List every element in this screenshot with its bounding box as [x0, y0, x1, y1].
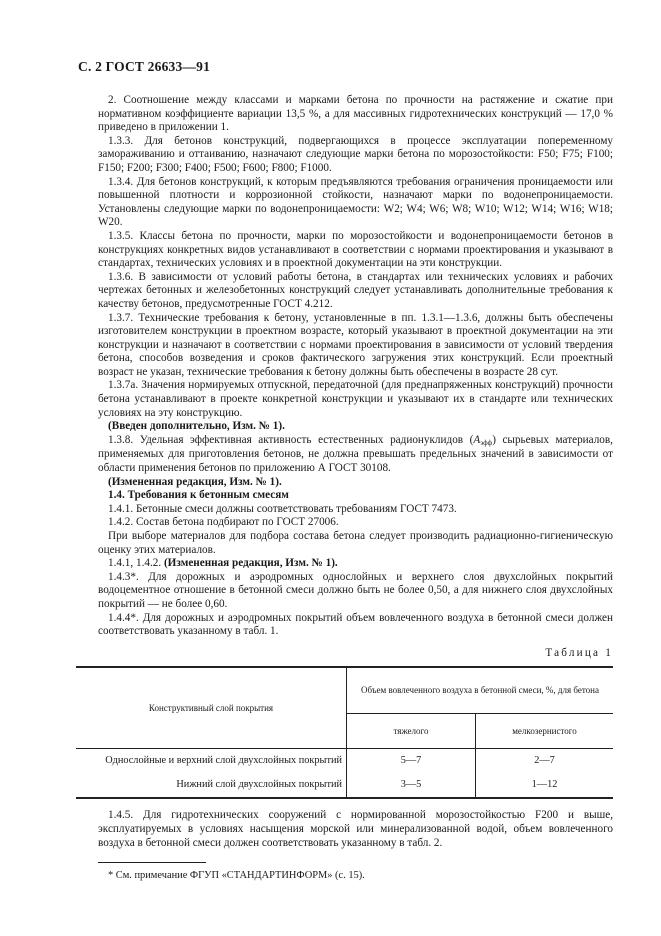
table-cell-fine: 1—12 [476, 773, 614, 798]
table-row [76, 749, 613, 774]
paragraph-1-3-3: 1.3.3. Для бетонов конструкций, подвергающихся в процессе эксплуатации попеременному замораживанию и оттаиванию, назначают следующие марки бетона по морозостойкости: F50; F75; F100; F150; F200; F300; F400; F500; F600; F800; F1000. [98, 134, 613, 174]
table-cell-fine: 2—7 [534, 755, 555, 767]
table-subheader-heavy: тяжелого [347, 713, 476, 748]
paragraph-1-3-7: 1.3.7. Технические требования к бетону, установленные в пп. 1.3.1—1.3.6, должны быть обеспечены изготовителем конструкции в проектном возрасте, который указывают в проектной документации на эти конструкции и назначают в соответствии с нормами проектирования в зависимости от условий твердения бетона, способов возведения и сроков фактического загружения этих конструкций. Если проектный возраст не указан, технические требования к бетону должны быть обеспечены в возрасте 28 сут. [98, 311, 613, 378]
table-cell-layer: Однослойные и верхний слой двухслойных покрытий [76, 749, 347, 774]
paragraph-materials: При выборе материалов для подбора состава бетона следует производить радиационно-гигиеническую оценку этих материалов. [98, 530, 613, 556]
amendment-refs: 1.4.1, 1.4.2. [108, 557, 162, 570]
amendment-note-revised: (Измененная редакция, Изм. № 1). [108, 475, 282, 488]
table-subheader-fine: мелкозернистого [476, 713, 614, 748]
table-caption: Таблица 1 [545, 646, 613, 659]
footnote-divider [98, 862, 206, 863]
table-cell-layer: Нижний слой двухслойных покрытий [76, 773, 347, 798]
paragraph-1-4-2: 1.4.2. Состав бетона подбирают по ГОСТ 27006. [108, 516, 339, 529]
paragraph-1-3-4: 1.3.4. Для бетонов конструкций, к которым предъявляются требования ограничения проницаемости или повышенной плотности и коррозионной стойкости, назначают марки по водонепроницаемости. Установлены следующие марки по водонепроницаемости: W2; W4; W6; W8; W10; W12; W14; W16; W18; W20. [98, 175, 613, 229]
paragraph-1-3-6: 1.3.6. В зависимости от условий работы бетона, в стандартах или технических условиях и рабочих чертежах бетонных и железобетонных конструкций следует устанавливать дополнительные требования к качеству бетонов, предусмотренные ГОСТ 4.212. [98, 270, 613, 310]
footnote: * См. примечание ФГУП «СТАНДАРТИНФОРМ» (с. 15). [108, 870, 365, 882]
paragraph-note-2: 2. Соотношение между классами и марками бетона по прочности на растяжение и сжатие при нормативном коэффициенте вариации 13,5 %, а для массивных гидротехнических конструкций — 17,0 % приведено в приложении 1. [98, 94, 613, 134]
p9-post: ) сырьевых материалов, применяемых для приготовления бетонов, не должна превышать предельных значений в зависимости от области применения бетонов по приложению А ГОСТ 30108. [98, 433, 613, 475]
paragraph-1-4-3: 1.4.3*. Для дорожных и аэродромных однослойных и верхнего слоя двухслойных покрытий водоцементное отношение в бетонной смеси должно быть не более 0,50, а для нижнего слоя двухслойных покрытий — не более 0,60. [98, 570, 613, 610]
amendment-note-added: (Введен дополнительно, Изм. № 1). [108, 420, 285, 433]
paragraph-1-4-1: 1.4.1. Бетонные смеси должны соответствовать требованиям ГОСТ 7473. [108, 502, 457, 515]
page-header: С. 2 ГОСТ 26633—91 [78, 59, 211, 74]
table-cell-heavy: 5—7 [347, 749, 476, 774]
section-heading-1-4: 1.4. Требования к бетонным смесям [108, 489, 289, 502]
table-header-air-volume: Объем вовлеченного воздуха в бетонной смеси, %, для бетона [347, 667, 614, 713]
paragraph-1-3-8 [98, 434, 613, 476]
table-row [76, 773, 613, 798]
amendment-note-1-4 [98, 557, 613, 571]
paragraph-1-4-5: 1.4.5. Для гидротехнических сооружений с нормированной морозостойкостью F200 и выше, эксплуатируемых в условиях насыщения морской или минерализованной водой, объем вовлеченного воздуха в бетонной смеси должен соответствовать указанному в табл. 2. [98, 809, 613, 849]
radionuclide-subscript: эфф [480, 438, 493, 447]
paragraph-1-3-7a: 1.3.7а. Значения нормируемых отпускной, передаточной (для преднапряженных конструкций) прочности бетона устанавливают в проекте конкретной конструкции и указывают их в стандарте или технических условиях на эту конструкцию. [98, 379, 613, 419]
air-content-table [76, 666, 613, 799]
document-body [98, 94, 613, 883]
radionuclide-symbol: A [473, 433, 481, 446]
table-header-layer: Конструктивный слой покрытия [76, 667, 347, 749]
p9-pre: 1.3.8. Удельная эффективная активность естественных радионуклидов ( [108, 433, 474, 446]
paragraph-1-3-5: 1.3.5. Классы бетона по прочности, марки по морозостойкости и водонепроницаемости бетонов в конструкциях конкретных видов устанавливают в соответствии с нормами проектирования и указывают в стандартах, технических условиях и в проектной документации на эти конструкции. [98, 229, 613, 270]
amendment-revised: (Измененная редакция, Изм. № 1). [163, 557, 338, 570]
paragraph-1-4-4: 1.4.4*. Для дорожных и аэродромных покрытий объем вовлеченного воздуха в бетонной смеси должен соответствовать указанному в табл. 1. [98, 611, 613, 638]
table-cell-heavy: 3—5 [347, 773, 476, 798]
